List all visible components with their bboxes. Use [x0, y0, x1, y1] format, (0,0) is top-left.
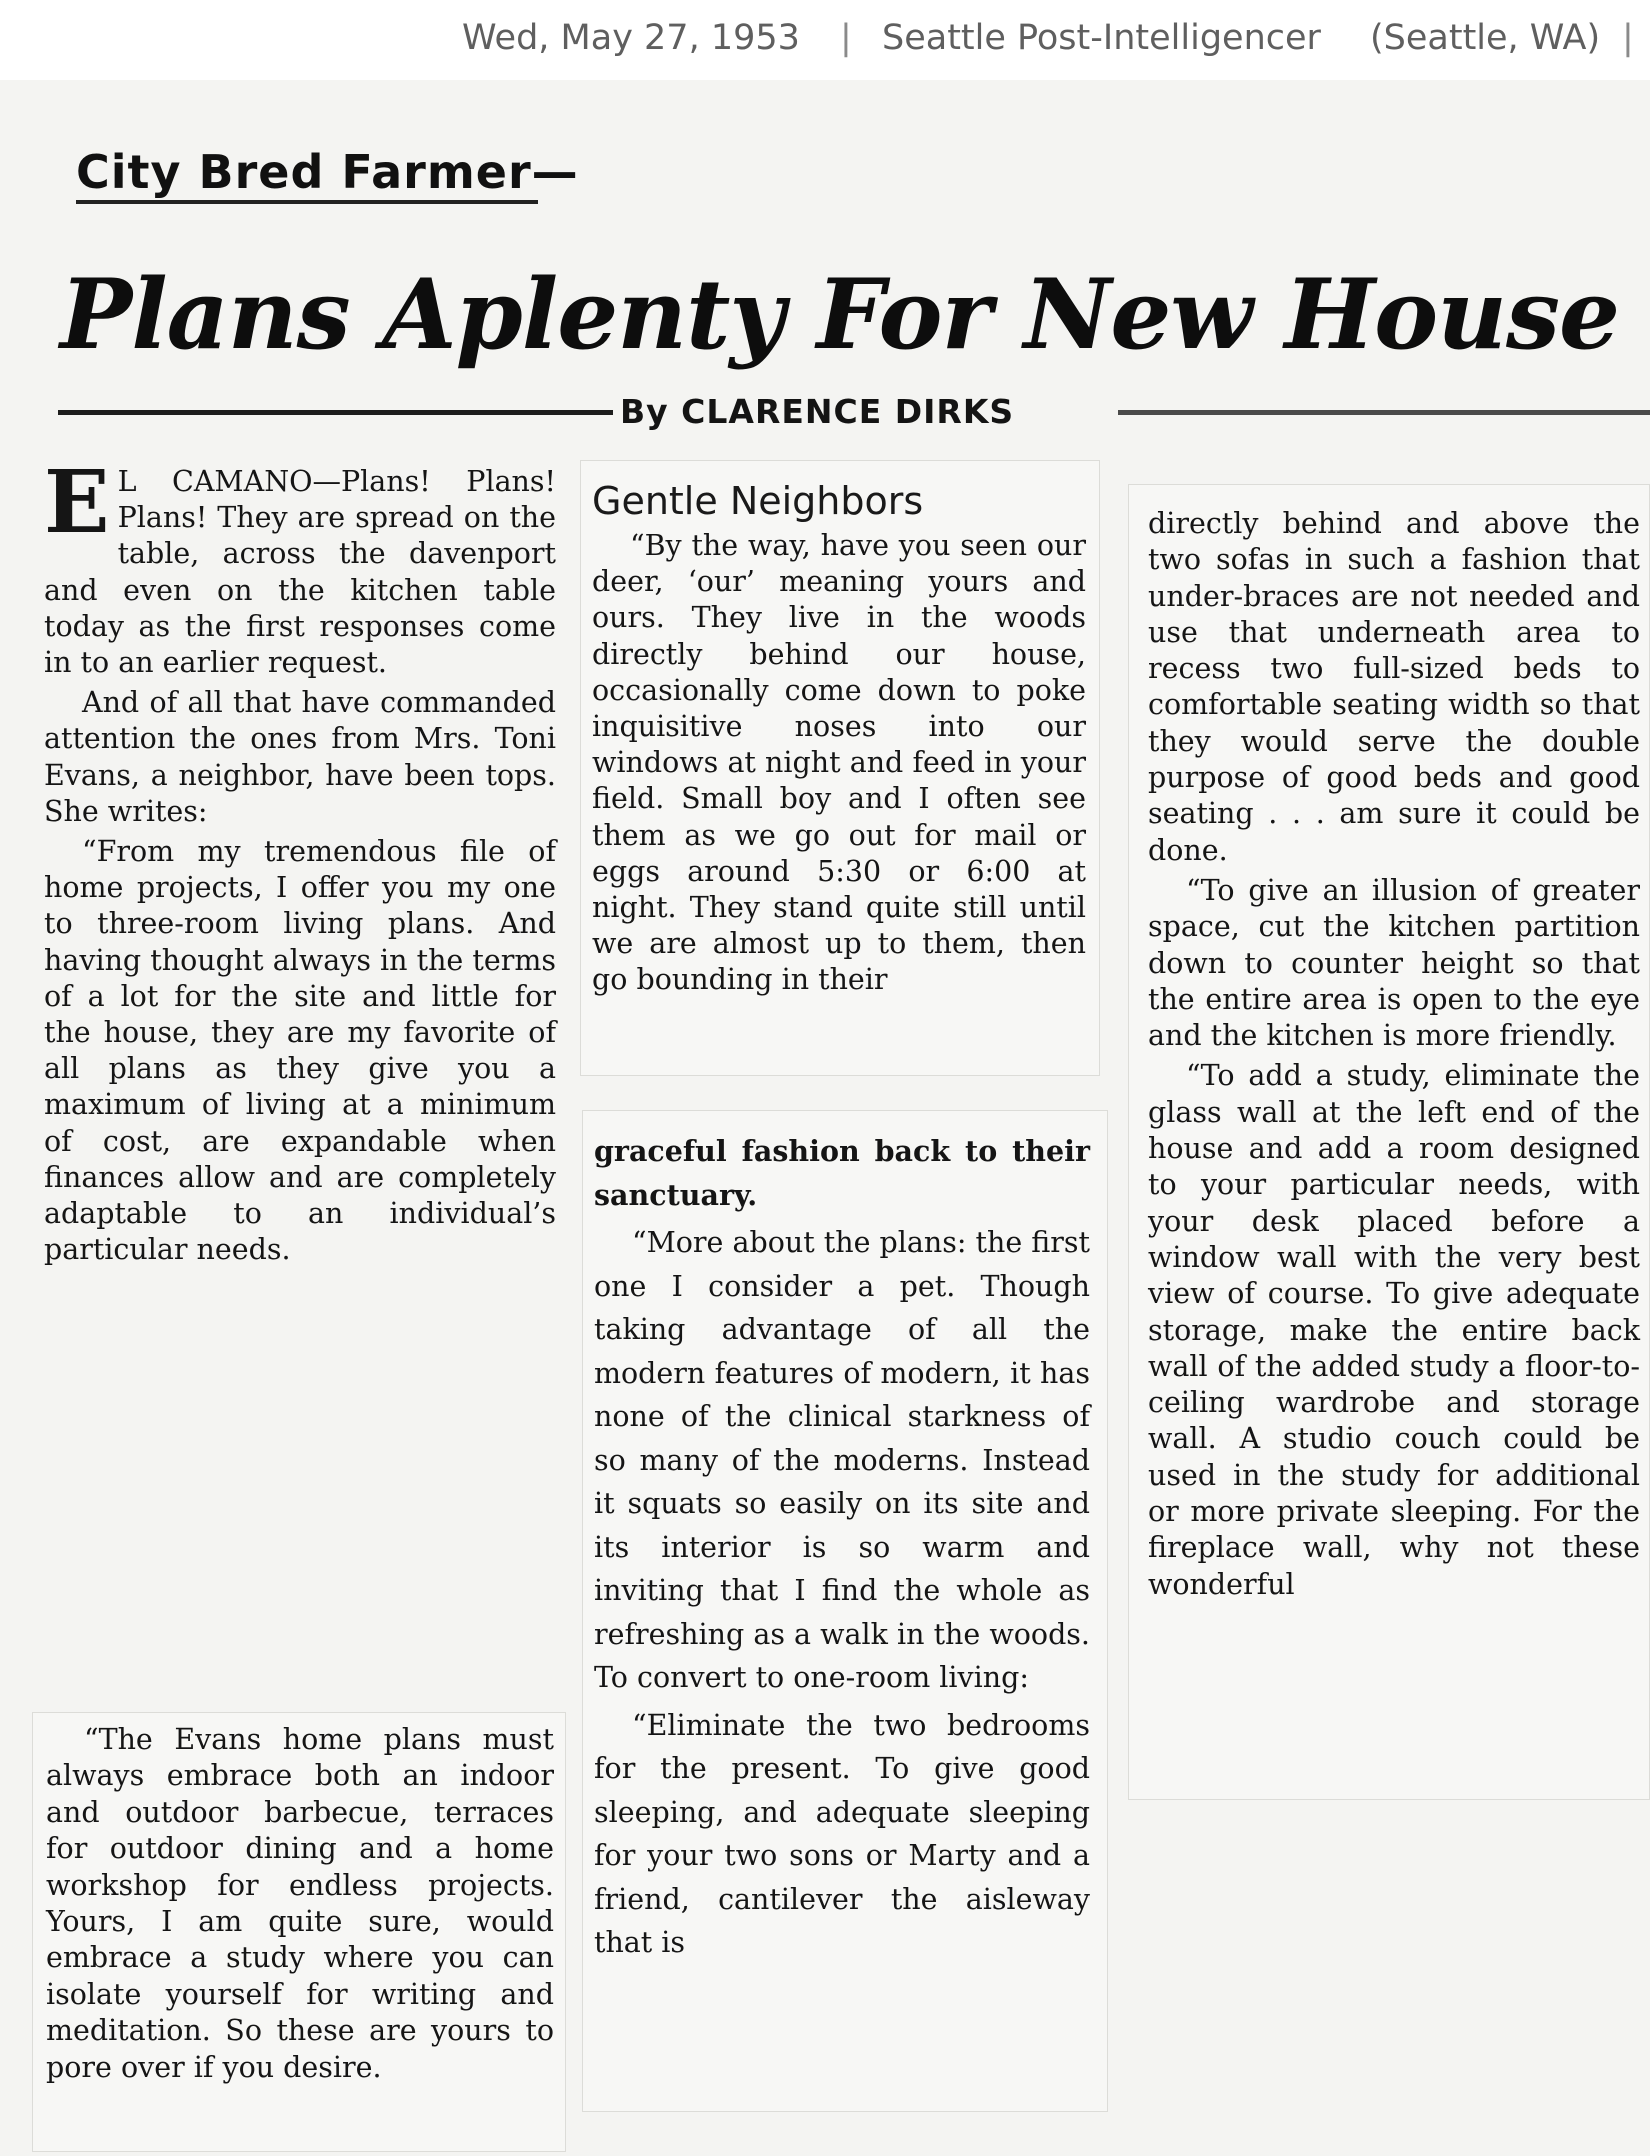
article-paragraph: “From my tremendous file of home projects, I offer you my one to three-room living plans. And having thought always in the terms of a lot for the site and little for the house, they are my favorite of all plans as they give you a maximum of living at a minimum of cost, are expandable when finances allow and are completely adaptable to an individual’s particular needs.	[44, 835, 556, 1267]
subhead: Gentle Neighbors	[592, 479, 924, 523]
drop-cap: E	[44, 452, 110, 553]
article-paragraph: “To give an illusion of greater space, cut the kitchen partition down to counter height so that the entire area is open to the eye and the kitchen is more friendly.	[1148, 873, 1640, 1053]
article-paragraph: E L CAMANO—Plans! Plans! Plans! They are spread on the table, across the davenport and even on the kitchen table today as the first responses come in to an earlier request.	[44, 452, 556, 680]
article-column-2-continued	[594, 1130, 1090, 1969]
headline: Plans Aplenty For New House	[60, 258, 1620, 371]
article-column-3	[1148, 506, 1640, 1607]
kicker-underline	[76, 200, 538, 204]
article-paragraph: “The Evans home plans must always embrace both an indoor and outdoor barbecue, terraces for outdoor dining and a home workshop for endless projects. Yours, I am quite sure, would embrace a study where you can isolate yourself for writing and meditation. So these are yours to pore over if you desire.	[46, 1723, 554, 2084]
header-separator-end: |	[1622, 18, 1634, 58]
byline-rule-right	[1118, 410, 1650, 415]
header-separator: |	[840, 18, 852, 58]
newspaper-name: Seattle Post-Intelligencer	[882, 18, 1321, 58]
article-column-2	[592, 478, 1086, 1003]
kicker: City Bred Farmer—	[76, 145, 579, 199]
article-paragraph: graceful fashion back to their sanctuary.	[594, 1134, 1090, 1212]
article-paragraph: “To add a study, eliminate the glass wall at the left end of the house and add a room designed to your particular needs, with your desk placed before a window wall with the very best view of course. To give adequate storage, make the entire back wall of the added study a floor-to-ceiling wardrobe and storage wall. A studio couch could be used in the study for additional or more private sleeping. For the fireplace wall, why not these wonderful	[1148, 1059, 1640, 1601]
article-column-1-continued	[46, 1722, 554, 2090]
article-paragraph: “More about the plans: the first one I consider a pet. Though taking advantage of all the modern features of modern, it has none of the clinical starkness of so many of the moderns. Instead it squats so easily on its site and its interior is so warm and inviting that I find the whole as refreshing as a walk in the woods. To convert to one-room living:	[594, 1226, 1090, 1694]
article-paragraph: “Eliminate the two bedrooms for the present. To give good sleeping, and adequate sleeping for your two sons or Marty and a friend, cantilever the aisleway that is	[594, 1708, 1090, 1959]
header-bar	[0, 0, 1650, 80]
publication-date: Wed, May 27, 1953	[462, 18, 800, 58]
byline-row	[48, 392, 1648, 432]
article-column-1	[44, 452, 556, 1272]
article-paragraph: And of all that have commanded attention the ones from Mrs. Toni Evans, a neighbor, have been tops. She writes:	[44, 686, 556, 828]
article-paragraph: “By the way, have you seen our deer, ‘our’ meaning yours and ours. They live in the woods directly behind our house, occasionally come down to poke inquisitive noses into our windows at night and feed in your field. Small boy and I often see them as we go out for mail or eggs around 5:30 or 6:00 at night. They stand quite still until we are almost up to them, then go bounding in their	[592, 529, 1086, 997]
newspaper-location: (Seattle, WA)	[1370, 18, 1601, 58]
byline-rule-left	[58, 410, 613, 415]
article-paragraph: directly behind and above the two sofas in such a fashion that under-braces are not needed and use that underneath area to recess two full-sized beds to comfortable seating width so that they would serve the double purpose of good beds and good seating . . . am sure it could be done.	[1148, 507, 1640, 867]
byline: By CLARENCE DIRKS	[620, 392, 1015, 431]
